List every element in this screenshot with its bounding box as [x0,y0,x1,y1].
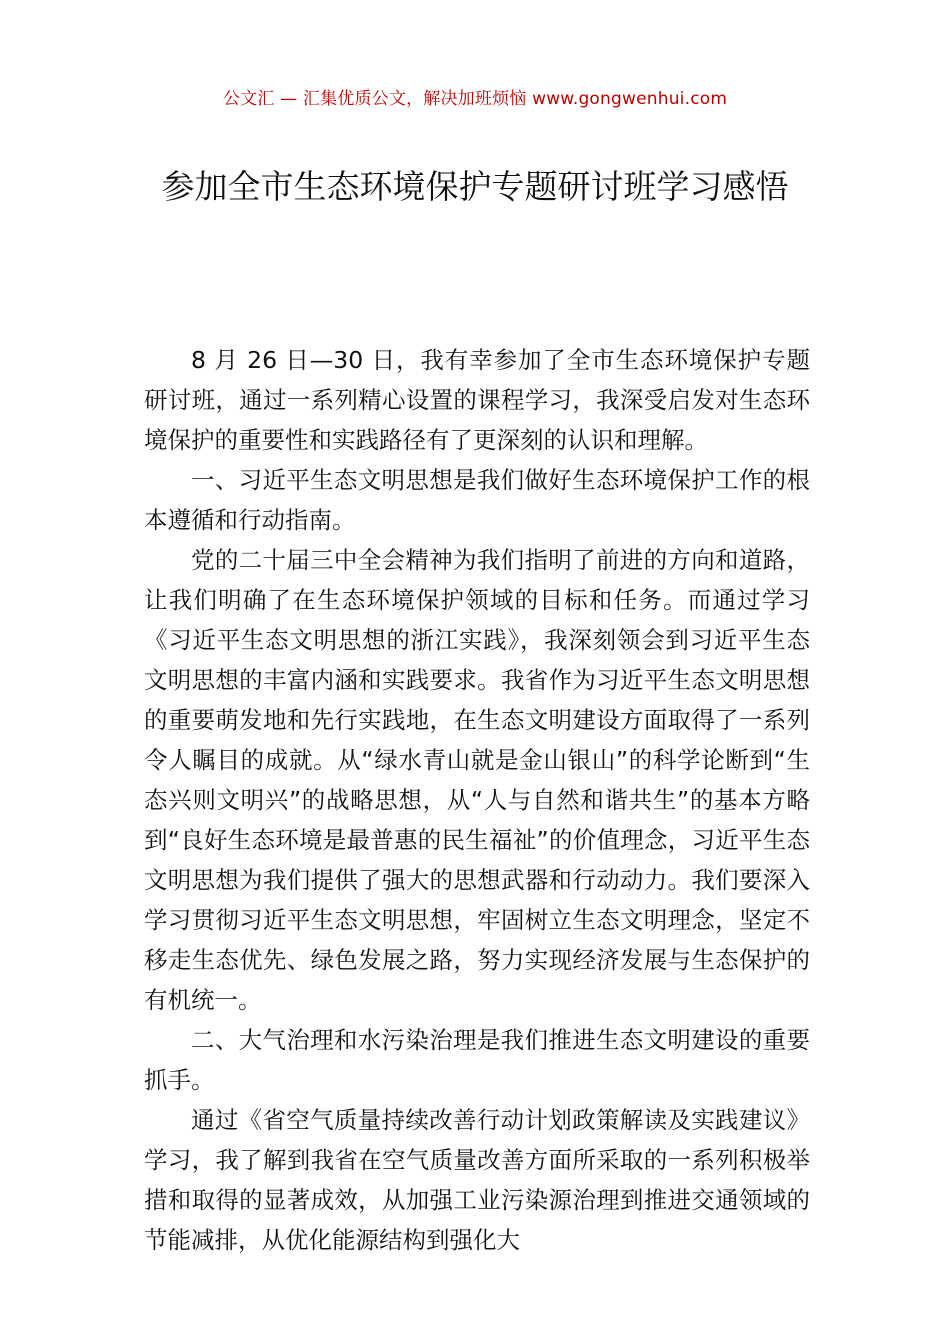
paragraph-section-2-heading: 二、大气治理和水污染治理是我们推进生态文明建设的重要抓手。 [144,1026,810,1094]
paragraph-intro: 8 月 26 日—30 日，我有幸参加了全市生态环境保护专题研讨班，通过一系列精心设置的课程学习，我深受启发对生态环境保护的重要性和实践路径有了更深刻的认识和理解。 [144,346,810,454]
paragraph-section-2-body: 通过《省空气质量持续改善行动计划政策解读及实践建议》学习，我了解到我省在空气质量改善方面所采取的一系列积极举措和取得的显著成效，从加强工业污染源治理到推进交通领域的节能减排，从优化能源结构到强化大 [144,1106,810,1254]
document-title: 参加全市生态环境保护专题研讨班学习感悟 [161,167,789,206]
document-body [144,340,810,1260]
watermark-header: 公文汇 — 汇集优质公文，解决加班烦恼 www.gongwenhui.com [222,89,728,109]
paragraph-section-1-body: 党的二十届三中全会精神为我们指明了前进的方向和道路，让我们明确了在生态环境保护领域的目标和任务。而通过学习《习近平生态文明思想的浙江实践》，我深刻领会到习近平生态文明思想的丰富内涵和实践要求。我省作为习近平生态文明思想的重要萌发地和先行实践地，在生态文明建设方面取得了一系列令人瞩目的成就。从“绿水青山就是金山银山”的科学论断到“生态兴则文明兴”的战略思想，从“人与自然和谐共生”的基本方略到“良好生态环境是最普惠的民生福祉”的价值理念，习近平生态文明思想为我们提供了强大的思想武器和行动动力。我们要深入学习贯彻习近平生态文明思想，牢固树立生态文明理念，坚定不移走生态优先、绿色发展之路，努力实现经济发展与生态保护的有机统一。 [144,546,810,1014]
paragraph-section-1-heading: 一、习近平生态文明思想是我们做好生态环境保护工作的根本遵循和行动指南。 [144,466,810,534]
